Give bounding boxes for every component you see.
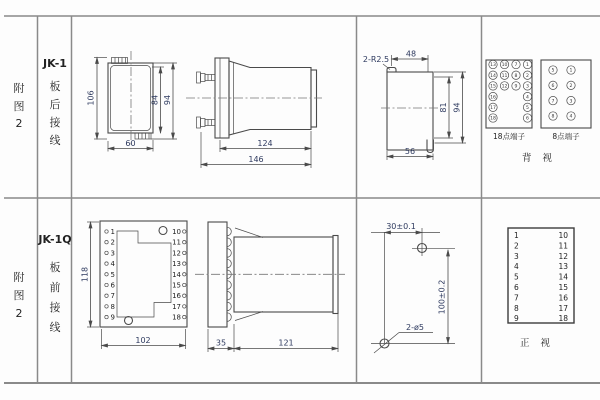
mounting-screw <box>197 117 216 128</box>
terminal-number: 7 <box>551 99 555 105</box>
terminal-18pt-diagram <box>486 60 532 141</box>
terminal-number: 14 <box>490 73 496 79</box>
row2-figure-label <box>14 270 25 320</box>
dim-text: 81 <box>439 102 448 113</box>
terminal-number: 9 <box>514 84 518 90</box>
dim-text: 124 <box>257 139 273 148</box>
terminal-number: 8 <box>551 114 555 120</box>
terminal-number: 2 <box>526 73 529 79</box>
cutout-outline <box>387 72 433 150</box>
jk1q-front-view-drawing <box>81 221 188 349</box>
terminal-number: 7 <box>514 63 518 69</box>
table-cell: 13 <box>558 262 568 272</box>
mounting-hole <box>125 317 133 325</box>
bottom-terminal-block <box>135 133 151 139</box>
dim-text: 121 <box>278 338 294 348</box>
terminal-number: 10 <box>172 228 181 236</box>
table-cell: 18 <box>558 314 568 324</box>
wiring-char: 板 <box>49 80 61 93</box>
drill-plan-drawing <box>371 222 455 353</box>
wiring-char: 板 <box>49 261 61 274</box>
table-cell: 1 <box>514 231 519 240</box>
terminal-table <box>508 228 574 323</box>
terminal-number: 11 <box>172 238 181 247</box>
table-cell: 6 <box>514 283 519 292</box>
terminal-number: 2 <box>569 84 573 89</box>
dim-text: 106 <box>86 90 96 106</box>
table-cell: 7 <box>514 293 519 303</box>
figure-char: 2 <box>15 307 23 320</box>
figure-char: 附 <box>13 271 25 284</box>
figure-char: 图 <box>13 289 25 302</box>
rear-view-caption: 背 视 <box>521 153 557 164</box>
relay-inner-outline <box>111 66 151 131</box>
bottom-tab <box>427 140 433 153</box>
dim-text: 118 <box>80 266 90 283</box>
terminal-number: 8 <box>514 73 518 79</box>
dim-121 <box>234 314 338 352</box>
table-cell: 2 <box>514 241 519 251</box>
terminal-number: 15 <box>490 84 496 90</box>
terminal-number: 4 <box>110 260 115 269</box>
table-cell: 14 <box>558 272 568 282</box>
dim-text: 30±0.1 <box>386 222 416 231</box>
terminal-number: 16 <box>490 95 496 101</box>
jk1-cutout-drawing <box>363 50 466 161</box>
model-name: JK-1Q <box>38 233 72 246</box>
dim-30 <box>371 222 440 233</box>
dim-48 <box>392 50 429 73</box>
terminal-number: 9 <box>110 313 115 322</box>
front-view-caption: 正 视 <box>519 338 555 349</box>
terminal-number: 3 <box>526 84 529 90</box>
dim-102 <box>102 329 186 349</box>
dim-text: 94 <box>163 94 172 106</box>
wiring-char: 接 <box>49 116 61 129</box>
dim-56 <box>387 147 433 160</box>
dim-text: 56 <box>404 147 416 156</box>
terminal-number: 5 <box>551 68 555 74</box>
dim-text: 84 <box>150 94 160 106</box>
table-cell: 16 <box>558 293 568 303</box>
terminal-number: 17 <box>172 302 181 311</box>
terminal-number: 1 <box>569 68 573 74</box>
terminal-number: 10 <box>501 63 508 69</box>
wiring-char: 前 <box>49 281 61 294</box>
row2-model-wiring-label <box>37 233 71 334</box>
terminal-number: 18 <box>490 116 496 122</box>
terminal-number: 2 <box>110 238 115 247</box>
mounting-screw <box>197 72 216 83</box>
terminal-number: 3 <box>569 99 573 105</box>
table-cell: 3 <box>514 251 519 261</box>
terminal-number: 6 <box>526 116 529 122</box>
end-cap <box>311 70 317 127</box>
dim-2-phi5 <box>374 323 433 353</box>
terminal-number: 12 <box>172 249 181 258</box>
dim-text: 102 <box>135 336 151 345</box>
mounting-hole <box>159 227 167 235</box>
dim-text: 2-R2.5 <box>362 55 390 64</box>
terminal-number: 3 <box>110 249 115 258</box>
terminal-number: 13 <box>490 63 496 69</box>
wiring-char: 线 <box>49 134 61 147</box>
dim-100 <box>438 250 449 344</box>
table-cell: 9 <box>514 314 519 324</box>
dim-35 <box>208 324 234 352</box>
terminal-number: 6 <box>110 281 115 290</box>
terminal-8pt-diagram <box>541 60 591 141</box>
table-cell: 15 <box>558 283 568 292</box>
terminal-number: 15 <box>172 281 181 290</box>
terminal-number: 4 <box>526 95 529 101</box>
model-name: JK-1 <box>43 57 67 70</box>
dim-text: 35 <box>215 338 227 348</box>
terminal-18pt-label: 18点端子 <box>492 132 526 141</box>
terminal-number: 1 <box>526 63 529 69</box>
dim-text: 48 <box>405 49 417 59</box>
terminal-number: 14 <box>172 270 181 279</box>
figure-char: 附 <box>13 82 25 95</box>
dim-60 <box>108 139 153 152</box>
jk1-rear-view-drawing <box>87 51 178 152</box>
terminal-number: 13 <box>172 260 181 269</box>
wiring-char: 后 <box>49 98 61 111</box>
terminal-number: 5 <box>526 106 529 111</box>
grid-lines <box>4 16 600 383</box>
jk1-side-view-drawing <box>186 58 322 168</box>
terminal-number: 8 <box>110 302 115 311</box>
table-cell: 10 <box>558 231 568 240</box>
dim-118 <box>81 222 100 327</box>
row1-figure-label <box>14 81 25 130</box>
dim-2-R2.5 <box>363 55 390 70</box>
wiring-char: 接 <box>49 301 61 314</box>
terminal-8pt-label: 8点端子 <box>552 132 580 141</box>
dim-106 <box>87 58 108 140</box>
chassis-outline <box>117 231 171 317</box>
terminal-number: 7 <box>110 292 115 301</box>
dim-text: 94 <box>452 102 462 113</box>
terminal-number: 16 <box>172 292 181 301</box>
dim-text: 100±0.2 <box>437 279 447 315</box>
figure-char: 2 <box>15 117 23 130</box>
table-cell: 11 <box>558 241 568 251</box>
dim-text: 2-ø5 <box>406 323 424 332</box>
terminal-number: 12 <box>501 84 508 90</box>
figure-char: 图 <box>13 100 25 113</box>
table-cell: 12 <box>558 251 568 261</box>
terminal-number: 5 <box>110 270 115 279</box>
terminal-number: 1 <box>110 228 115 236</box>
jk1q-side-view-drawing <box>195 222 345 352</box>
table-cell: 4 <box>514 262 519 272</box>
terminal-number: 4 <box>569 114 573 120</box>
terminal-number: 6 <box>551 84 555 89</box>
terminal-number: 11 <box>501 73 508 79</box>
relay-outline <box>108 63 153 133</box>
table-cell: 5 <box>514 272 519 282</box>
dim-146 <box>201 132 311 168</box>
dim-124 <box>220 131 311 168</box>
dim-81 <box>434 77 453 138</box>
row1-model-wiring-label <box>42 57 67 147</box>
terminal-number: 18 <box>172 313 181 322</box>
wiring-char: 线 <box>49 321 61 334</box>
terminal-number: 17 <box>490 106 496 111</box>
table-cell: 17 <box>558 303 568 313</box>
dim-text: 146 <box>248 155 264 164</box>
dim-text: 60 <box>125 139 136 148</box>
table-cell: 8 <box>514 303 519 313</box>
